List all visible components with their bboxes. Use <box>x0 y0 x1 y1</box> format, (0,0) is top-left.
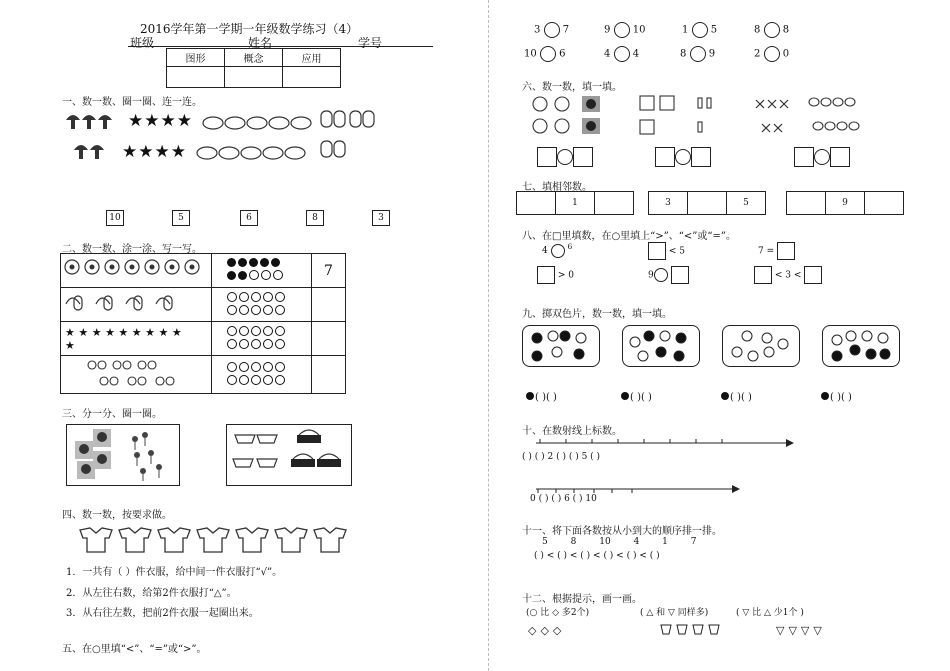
chip-icon <box>523 326 599 366</box>
chip-icon <box>723 326 799 366</box>
cakes-row-1 <box>202 113 312 134</box>
chip-answer-1[interactable]: ( )( ) <box>525 392 557 403</box>
shoes-row-1 <box>320 109 376 132</box>
adjacent-table <box>786 191 904 215</box>
ray-2-labels[interactable]: 0 ( ) ( ) 6 ( ) 10 <box>530 494 597 504</box>
id-label: 学号 <box>358 36 383 50</box>
clothes-row[interactable] <box>78 526 368 557</box>
section-2-title: 二、数一数、涂一涂、写一写。 <box>62 244 202 255</box>
score-table <box>166 48 341 88</box>
header-underline <box>128 46 433 47</box>
sort-blanks[interactable]: ( ) < ( ) < ( ) < ( ) < ( ) < ( ) <box>534 551 660 561</box>
chip-answer-2[interactable]: ( )( ) <box>620 392 652 403</box>
class-label: 班级 <box>130 36 155 50</box>
section-7-title: 七、填相邻数。 <box>522 182 592 193</box>
s8-item-b: < 5 <box>648 242 685 260</box>
shoe-icon <box>320 109 376 129</box>
hint-2: ( △ 和 ▽ 同样多) <box>640 608 709 618</box>
section-8-title: 八、在□里填数，在○里填上“>”、“<”或“=”。 <box>522 231 736 242</box>
filled-dots <box>226 258 310 270</box>
compare-item: 10 6 <box>524 46 565 62</box>
compare-item: 1 5 <box>682 22 717 38</box>
blank-cell[interactable] <box>865 192 904 215</box>
page-title: 2016学年第一学期一年级数学练习（4） <box>140 22 359 36</box>
stars-row-1: ★★★★ <box>128 111 193 131</box>
bicycle-cell <box>61 356 212 394</box>
triangle-down-shapes: ▽▽▽▽ <box>776 624 826 637</box>
blank-cell[interactable] <box>688 192 727 215</box>
s8-item-f: < 3 < <box>754 266 822 284</box>
score-col-shape: 图形 <box>167 49 225 67</box>
compare-circle[interactable] <box>692 22 708 38</box>
adj-value: 5 <box>727 192 766 215</box>
chip-icon <box>623 326 699 366</box>
number-box[interactable]: 8 <box>306 210 324 226</box>
hint-1: (○ 比 ◇ 多2个) <box>526 608 590 618</box>
mushroom-group-2 <box>72 140 108 165</box>
empty-dots-cell[interactable] <box>212 356 312 394</box>
flowers-box[interactable] <box>66 424 180 486</box>
s8-item-a: 4 $^6$ <box>542 242 573 256</box>
s8-item-e: 9 <box>648 266 689 284</box>
compare-group[interactable] <box>794 147 850 167</box>
dots-cell[interactable] <box>212 254 312 288</box>
empty-dots-cell[interactable] <box>212 322 312 356</box>
s4-question-1: 1．一共有（ ）件衣服，给中间一件衣服打“√”。 <box>66 567 283 578</box>
score-col-application: 应用 <box>283 49 341 67</box>
section-1-title: 一、数一数、圈一圈、连一连。 <box>62 97 202 108</box>
hint-3: ( ▽ 比 △ 少1个 ) <box>736 608 804 618</box>
cake-icon <box>196 143 306 161</box>
chip-card-1 <box>522 325 600 367</box>
s4-question-3: 3．从右往左数，把前2件衣服一起圈出来。 <box>66 608 259 619</box>
s8-item-c: 7 = <box>758 242 795 260</box>
section-10-title: 十、在数射线上标数。 <box>522 426 622 437</box>
compare-group[interactable] <box>537 147 593 167</box>
sunflower-icon <box>62 258 202 280</box>
compare-item: 2 0 <box>754 46 789 62</box>
compare-group[interactable] <box>655 147 711 167</box>
chip-answer-4[interactable]: ( )( ) <box>820 392 852 403</box>
blank-cell[interactable] <box>517 192 556 215</box>
answer-cell[interactable] <box>312 356 346 394</box>
s8-item-d: > 0 <box>537 266 574 284</box>
count-table <box>60 253 346 394</box>
flower-icon <box>67 425 179 485</box>
section-11-title: 十一、将下面各数按从小到大的顺序排一排。 <box>522 526 722 537</box>
name-label: 姓名 <box>248 36 273 50</box>
number-box[interactable]: 5 <box>172 210 190 226</box>
filled-dots <box>226 270 310 283</box>
section-3-title: 三、分一分、圈一圈。 <box>62 409 162 420</box>
bicycle-icon <box>62 357 202 389</box>
cake-icon <box>202 113 312 131</box>
adj-value: 9 <box>826 192 865 215</box>
compare-circle[interactable] <box>614 22 630 38</box>
number-box[interactable]: 10 <box>106 210 124 226</box>
compare-item: 8 8 <box>754 22 789 38</box>
baskets-box[interactable] <box>226 424 352 486</box>
shirt-icon <box>78 526 368 554</box>
mushroom-group-1 <box>64 110 116 135</box>
section-4-title: 四、数一数，按要求做。 <box>62 510 172 521</box>
answer-cell[interactable]: 7 <box>312 254 346 288</box>
answer-cell[interactable] <box>312 288 346 322</box>
s4-question-2: 2．从左往右数，给第2件衣服打“△”。 <box>66 588 237 599</box>
empty-dots-cell[interactable] <box>212 288 312 322</box>
adj-value: 3 <box>649 192 688 215</box>
shoe-icon <box>320 139 348 159</box>
compare-circle[interactable] <box>540 46 556 62</box>
mouse-icon <box>62 292 182 314</box>
ray-arrow-icon <box>536 437 796 449</box>
compare-circle[interactable] <box>544 22 560 38</box>
chip-card-3 <box>722 325 800 367</box>
sort-numbers: 5 8 10 4 1 7 <box>542 537 697 547</box>
section-5-title: 五、在○里填“<”、“=”或“>”。 <box>62 644 207 655</box>
blank-cell[interactable] <box>787 192 826 215</box>
number-ray-1 <box>536 437 796 452</box>
compare-circle[interactable] <box>614 46 630 62</box>
mushroom-icon <box>64 110 116 132</box>
diamond-shapes: ◇◇◇ <box>528 624 566 637</box>
answer-cell[interactable] <box>312 322 346 356</box>
sunflower-cell <box>61 254 212 288</box>
mushroom-icon <box>72 140 108 162</box>
trapezoid-shapes <box>660 624 722 639</box>
score-cell[interactable] <box>225 67 283 88</box>
compare-circle[interactable] <box>690 46 706 62</box>
number-box[interactable]: 6 <box>240 210 258 226</box>
score-col-concept: 概念 <box>225 49 283 67</box>
score-cell[interactable] <box>283 67 341 88</box>
chip-icon <box>823 326 899 366</box>
trapezoid-icon <box>660 624 722 636</box>
adj-value: 1 <box>556 192 595 215</box>
shoes-row-2 <box>320 139 348 162</box>
basket-icon <box>227 425 351 485</box>
page-divider <box>488 0 489 671</box>
compare-circle[interactable] <box>764 46 780 62</box>
compare-item: 4 4 <box>604 46 639 62</box>
section-6-title: 六、数一数，填一填。 <box>522 82 622 93</box>
chip-answer-3[interactable]: ( )( ) <box>720 392 752 403</box>
adjacent-table <box>516 191 634 215</box>
compare-item: 3 7 <box>534 22 569 38</box>
section-9-title: 九、掷双色片，数一数，填一填。 <box>522 309 672 320</box>
chip-card-2 <box>622 325 700 367</box>
chip-card-4 <box>822 325 900 367</box>
stars-cell: ★ ★ ★ ★ ★ ★ ★ ★ ★ ★ <box>61 322 212 356</box>
section-12-title: 十二、根据提示，画一画。 <box>522 594 642 605</box>
compare-circle[interactable] <box>764 22 780 38</box>
mouse-cell <box>61 288 212 322</box>
number-box[interactable]: 3 <box>372 210 390 226</box>
cakes-row-2 <box>196 143 306 164</box>
counting-icon <box>530 94 870 140</box>
stars-row-2: ★★★★ <box>122 142 187 162</box>
score-cell[interactable] <box>167 67 225 88</box>
s6-pictures <box>530 94 870 143</box>
adjacent-table <box>648 191 766 215</box>
compare-item: 9 10 <box>604 22 645 38</box>
compare-item: 8 9 <box>680 46 715 62</box>
blank-cell[interactable] <box>595 192 634 215</box>
ray-1-labels[interactable]: ( ) ( ) 2 ( ) ( ) 5 ( ) <box>522 452 601 462</box>
